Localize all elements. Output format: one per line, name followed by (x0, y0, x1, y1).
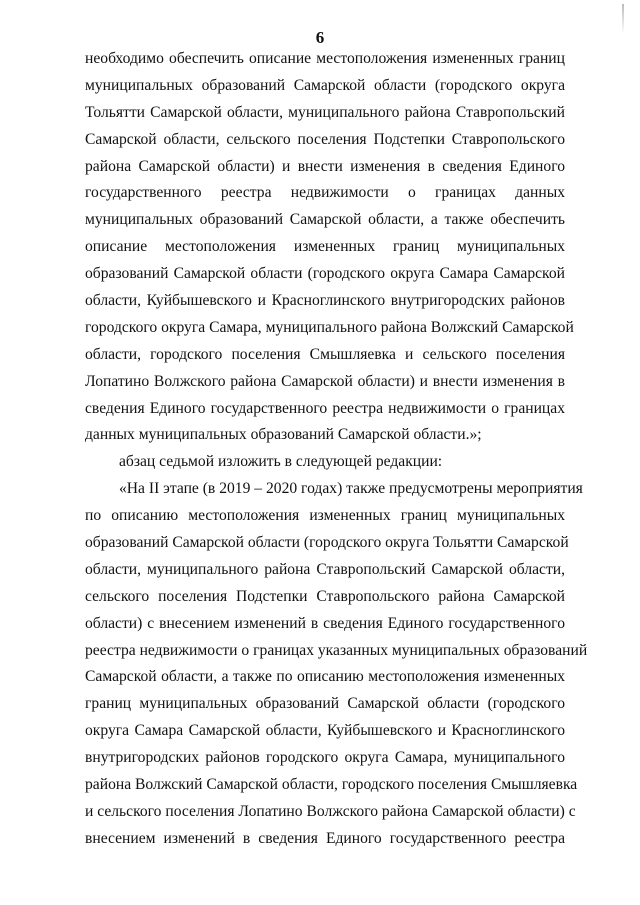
page-number: 6 (315, 28, 325, 47)
text-line: муниципальных образований Самарской области, а также обеспечить (85, 211, 565, 229)
text-line: внутригородских районов городского округа Самара, муниципального (85, 749, 565, 767)
text-line: данных муниципальных образований Самарской области.»; (85, 426, 482, 444)
text-line: муниципальных образований Самарской области (городского округа (85, 76, 565, 94)
text-line: границ муниципальных образований Самарской области (городского (85, 695, 565, 713)
text-line: Самарской области, сельского поселения Подстепки Ставропольского (85, 130, 565, 148)
text-line: сельского поселения Подстепки Ставропольского района Самарской (85, 587, 565, 605)
text-line: образований Самарской области (городского округа Тольятти Самарской (85, 534, 569, 552)
text-line: округа Самара Самарской области, Куйбышевского и Красноглинского (85, 722, 565, 740)
text-line: городского округа Самара, муниципального района Волжский Самарской (85, 318, 574, 336)
text-line: района Самарской области) и внести изменения в сведения Единого (85, 157, 565, 175)
document-body (85, 46, 588, 853)
text-line: необходимо обеспечить описание местоположения измененных границ (85, 50, 565, 67)
text-line: образований Самарской области (городского округа Самара Самарской (85, 265, 565, 283)
text-line: области, муниципального района Ставропольский Самарской области, (85, 560, 565, 578)
text-line: и сельского поселения Лопатино Волжского района Самарской области) с (85, 802, 576, 820)
text-line: реестра недвижимости о границах указанных муниципальных образований (85, 641, 588, 659)
text-line: области) с внесением изменений в сведения Единого государственного (85, 614, 565, 632)
paragraph-start-line: «На II этапе (в 2019 – 2020 годах) также предусмотрены мероприятия (119, 480, 583, 498)
text-line: области, городского поселения Смышляевка и сельского поселения (85, 345, 565, 363)
text-line: по описанию местоположения измененных границ муниципальных (85, 507, 565, 525)
text-line: внесением изменений в сведения Единого государственного реестра (85, 829, 565, 847)
text-line: описание местоположения измененных границ муниципальных (85, 238, 565, 256)
text-line: Самарской области, а также по описанию местоположения измененных (85, 668, 565, 686)
paragraph-start-line: абзац седьмой изложить в следующей редакции: (119, 453, 443, 471)
text-line: Лопатино Волжского района Самарской области) и внести изменения в (85, 372, 565, 390)
text-line: района Волжский Самарской области, городского поселения Смышляевка (85, 776, 578, 794)
text-line: области, Куйбышевского и Красноглинского внутригородских районов (85, 292, 565, 310)
text-line: Тольятти Самарской области, муниципального района Ставропольский (85, 103, 565, 121)
text-line: сведения Единого государственного реестра недвижимости о границах (85, 399, 565, 417)
text-line: государственного реестра недвижимости о границах данных (85, 184, 565, 202)
